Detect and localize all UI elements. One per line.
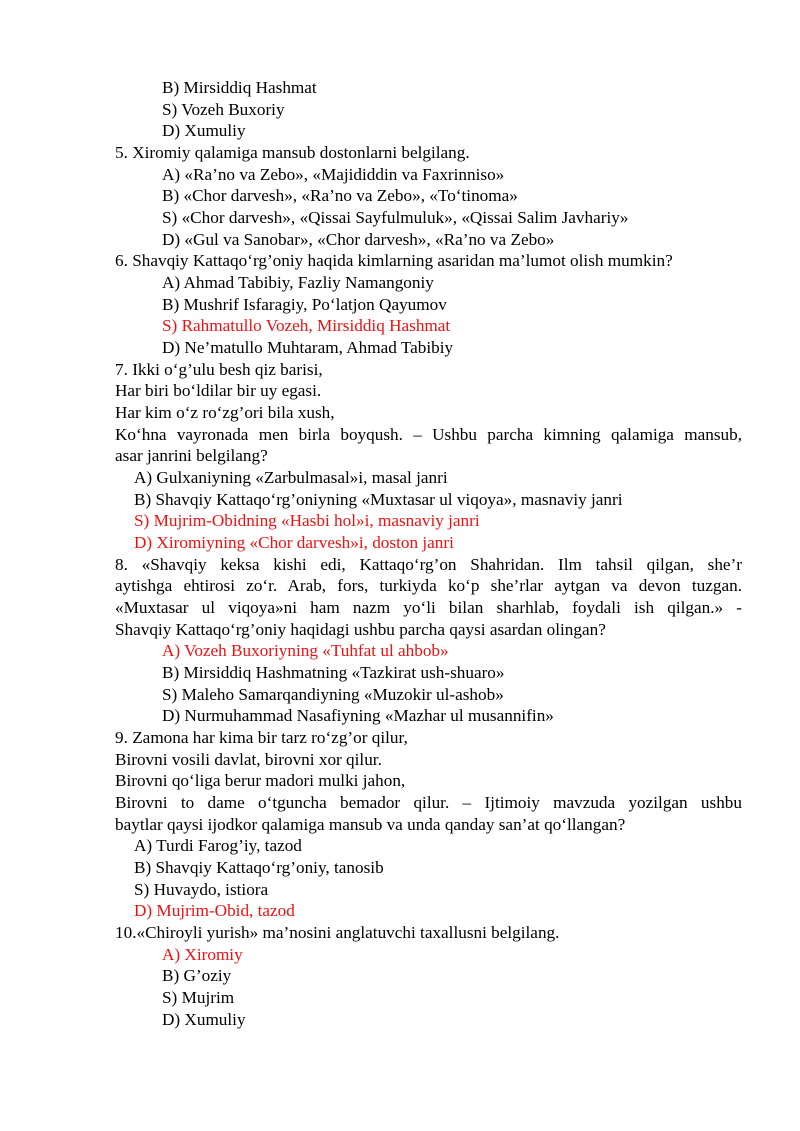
question-6: 6. Shavqiy Kattaqo‘rg’oniy haqida kimlarning asaridan ma’lumot olish mumkin? [115,251,673,270]
question-9: 9. Zamona har kima bir tarz ro‘zg’or qilur, [115,728,408,747]
question-text-line: baytlar qaysi ijodkor qalamiga mansub va unda qanday san’at qo‘llangan? [115,815,626,834]
question-10: 10.«Chiroyli yurish» ma’nosini anglatuvchi taxallusni belgilang. [115,923,560,942]
option-line: B) «Chor darvesh», «Ra’no va Zebo», «To‘tinoma» [162,186,518,205]
question-text-line: asar janrini belgilang? [115,446,268,465]
option-line: S) Maleho Samarqandiyning «Muzokir ul-ashob» [162,685,504,704]
question-text-line: Birovni to dame o‘tguncha bemador qilur. – Ijtimoiy mavzuda yozilgan ushbu [115,793,742,812]
option-line: D) Nurmuhammad Nasafiyning «Mazhar ul musannifin» [162,706,554,725]
question-text-line: «Muxtasar ul viqoya»ni ham nazm yo‘li bilan sharhlab, foydali ish qilgan.» - [115,598,742,617]
option-line: A) Ahmad Tabibiy, Fazliy Namangoniy [162,273,434,292]
option-line: S) Mujrim [162,988,235,1007]
option-line: D) Xumuliy [162,1010,246,1029]
option-line: S) «Chor darvesh», «Qissai Sayfulmuluk», «Qissai Salim Javhariy» [162,208,629,227]
correct-answer-line: S) Rahmatullo Vozeh, Mirsiddiq Hashmat [162,316,451,335]
option-line: A) Gulxaniyning «Zarbulmasal»i, masal janri [134,468,448,487]
option-line: S) Vozeh Buxoriy [162,100,285,119]
question-text-line: aytishga ehtirosi zo‘r. Arab, fors, turkiyda ko‘p she’rlar aytgan va devon tuzgan. [115,576,742,595]
correct-answer-line: D) Mujrim-Obid, tazod [134,901,295,920]
correct-answer-line: D) Xiromiyning «Chor darvesh»i, doston janri [134,533,454,552]
correct-answer-line: A) Xiromiy [162,945,243,964]
option-line: B) Shavqiy Kattaqo‘rg’oniy, tanosib [134,858,384,877]
option-line: D) «Gul va Sanobar», «Chor darvesh», «Ra’no va Zebo» [162,230,555,249]
question-5: 5. Xiromiy qalamiga mansub dostonlarni belgilang. [115,143,470,162]
poem-line: Birovni qo‘liga berur madori mulki jahon, [115,771,406,790]
option-line: B) G’oziy [162,966,232,985]
option-line: A) Turdi Farog’iy, tazod [134,836,302,855]
option-line: S) Huvaydo, istiora [134,880,269,899]
poem-line: Birovni vosili davlat, birovni xor qilur. [115,750,382,769]
option-line: B) Mirsiddiq Hashmatning «Tazkirat ush-shuaro» [162,663,505,682]
option-line: B) Shavqiy Kattaqo‘rg’oniyning «Muxtasar ul viqoya», masnaviy janri [134,490,623,509]
correct-answer-line: A) Vozeh Buxoriyning «Tuhfat ul ahbob» [162,641,449,660]
question-text-line: Ko‘hna vayronada men birla boyqush. – Ushbu parcha kimning qalamiga mansub, [115,425,742,444]
question-text-line: Shavqiy Kattaqo‘rg’oniy haqidagi ushbu parcha qaysi asardan olingan? [115,620,606,639]
correct-answer-line: S) Mujrim-Obidning «Hasbi hol»i, masnaviy janri [134,511,480,530]
option-line: D) Xumuliy [162,121,246,140]
option-line: D) Ne’matullo Muhtaram, Ahmad Tabibiy [162,338,454,357]
option-line: B) Mushrif Isfaragiy, Po‘latjon Qayumov [162,295,447,314]
poem-line: Har kim o‘z ro‘zg’ori bila xush, [115,403,335,422]
question-7: 7. Ikki o‘g’ulu besh qiz barisi, [115,360,323,379]
option-line: B) Mirsiddiq Hashmat [162,78,317,97]
option-line: A) «Ra’no va Zebo», «Majididdin va Faxrinniso» [162,165,505,184]
question-8: 8. «Shavqiy keksa kishi edi, Kattaqo‘rg’on Shahridan. Ilm tahsil qilgan, she’r [115,555,742,574]
poem-line: Har biri bo‘ldilar bir uy egasi. [115,381,322,400]
